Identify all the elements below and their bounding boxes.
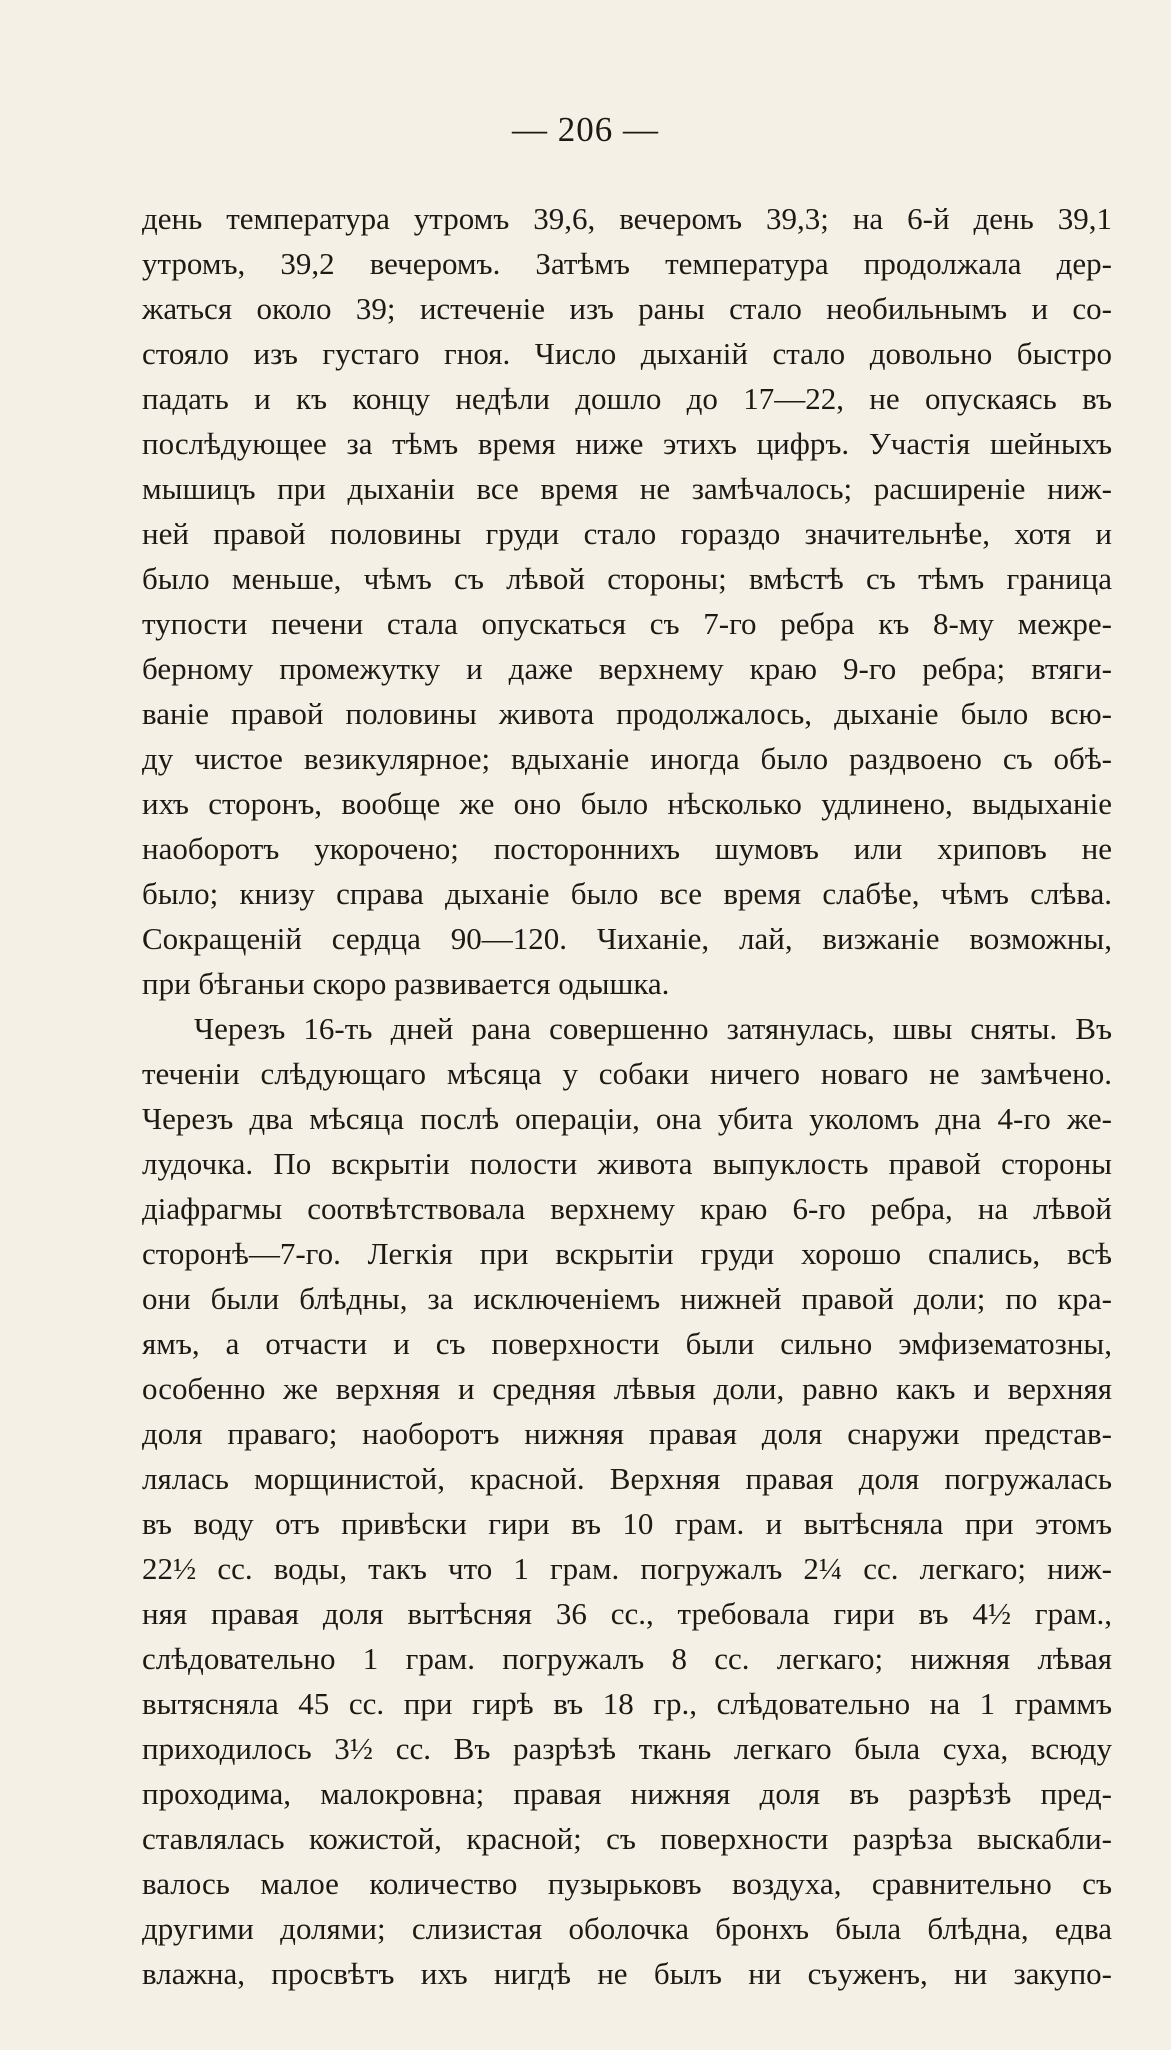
text-line: тупости печени стала опускаться съ 7-го ребра къ 8-му межре- <box>142 606 1112 641</box>
text-line: въ воду отъ привѣски гири въ 10 грам. и вытѣсняла при этомъ <box>142 1506 1112 1541</box>
paragraph-1 <box>142 196 1112 1006</box>
text-line: падать и къ концу недѣли дошло до 17—22, не опускаясь въ <box>142 381 1112 416</box>
text-line: 22½ сс. воды, такъ что 1 грам. погружалъ 2¼ сс. легкаго; ниж- <box>142 1551 1112 1586</box>
text-line: они были блѣдны, за исключеніемъ нижней правой доли; по кра- <box>142 1281 1112 1316</box>
text-line: ду чистое везикулярное; вдыханіе иногда было раздвоено съ обѣ- <box>142 741 1112 776</box>
text-line: приходилось 3½ сс. Въ разрѣзѣ ткань легкаго была суха, всюду <box>142 1731 1112 1766</box>
text-line: Черезъ два мѣсяца послѣ операціи, она убита уколомъ дна 4-го же- <box>142 1101 1112 1136</box>
body-text <box>142 196 1112 1996</box>
text-line: вытясняла 45 сс. при гирѣ въ 18 гр., слѣдовательно на 1 граммъ <box>142 1686 1112 1721</box>
text-line: ихъ сторонъ, вообще же оно было нѣсколько удлинено, выдыханіе <box>142 786 1112 821</box>
text-line: няя правая доля вытѣсняя 36 сс., требовала гири въ 4½ грам., <box>142 1596 1112 1631</box>
text-line: послѣдующее за тѣмъ время ниже этихъ цифръ. Участія шейныхъ <box>142 426 1112 461</box>
text-line: жаться около 39; истеченіе изъ раны стало необильнымъ и со- <box>142 291 1112 326</box>
text-line: день температура утромъ 39,6, вечеромъ 39,3; на 6-й день 39,1 <box>142 201 1112 236</box>
text-line: стояло изъ густаго гноя. Число дыханій стало довольно быстро <box>142 336 1112 371</box>
text-line: при бѣганьи скоро развивается одышка. <box>142 966 670 1001</box>
text-line: ямъ, а отчасти и съ поверхности были сильно эмфизематозны, <box>142 1326 1112 1361</box>
text-line: лялась морщинистой, красной. Верхняя правая доля погружалась <box>142 1461 1112 1496</box>
text-line: Черезъ 16-ть дней рана совершенно затянулась, швы сняты. Въ <box>194 1011 1112 1046</box>
text-line: берному промежутку и даже верхнему краю 9-го ребра; втяги- <box>142 651 1112 686</box>
text-line: сторонѣ—7-го. Легкія при вскрытіи груди хорошо спались, всѣ <box>142 1236 1112 1271</box>
text-line: валось малое количество пузырьковъ воздуха, сравнительно съ <box>142 1866 1112 1901</box>
text-line: мышицъ при дыханіи все время не замѣчалось; расширеніе ниж- <box>142 471 1112 506</box>
text-line: проходима, малокровна; правая нижняя доля въ разрѣзѣ пред- <box>142 1776 1112 1811</box>
text-line: слѣдовательно 1 грам. погружалъ 8 сс. легкаго; нижняя лѣвая <box>142 1641 1112 1676</box>
text-line: утромъ, 39,2 вечеромъ. Затѣмъ температура продолжала дер- <box>142 246 1112 281</box>
text-line: другими долями; слизистая оболочка бронхъ была блѣдна, едва <box>142 1911 1112 1946</box>
text-line: было; книзу справа дыханіе было все время слабѣе, чѣмъ слѣва. <box>142 876 1112 911</box>
text-line: діафрагмы соотвѣтствовала верхнему краю 6-го ребра, на лѣвой <box>142 1191 1112 1226</box>
text-line: теченіи слѣдующаго мѣсяца у собаки ничего новаго не замѣчено. <box>142 1056 1112 1091</box>
text-line: Сокращеній сердца 90—120. Чиханіе, лай, визжаніе возможны, <box>142 921 1112 956</box>
text-line: особенно же верхняя и средняя лѣвыя доли, равно какъ и верхняя <box>142 1371 1112 1406</box>
page-number: — 206 — <box>512 110 659 149</box>
text-line: доля праваго; наоборотъ нижняя правая доля снаружи представ- <box>142 1416 1112 1451</box>
text-line: влажна, просвѣтъ ихъ нигдѣ не былъ ни съуженъ, ни закупо- <box>142 1956 1112 1991</box>
text-line: лудочка. По вскрытіи полости живота выпуклость правой стороны <box>142 1146 1112 1181</box>
text-line: ней правой половины груди стало гораздо значительнѣе, хотя и <box>142 516 1112 551</box>
text-line: было меньше, чѣмъ съ лѣвой стороны; вмѣстѣ съ тѣмъ граница <box>142 561 1112 596</box>
paragraph-2 <box>142 1006 1112 1996</box>
text-line: ваніе правой половины живота продолжалось, дыханіе было всю- <box>142 696 1112 731</box>
text-line: наоборотъ укорочено; постороннихъ шумовъ или хриповъ не <box>142 831 1112 866</box>
text-line: ставлялась кожистой, красной; съ поверхности разрѣза выскабли- <box>142 1821 1112 1856</box>
